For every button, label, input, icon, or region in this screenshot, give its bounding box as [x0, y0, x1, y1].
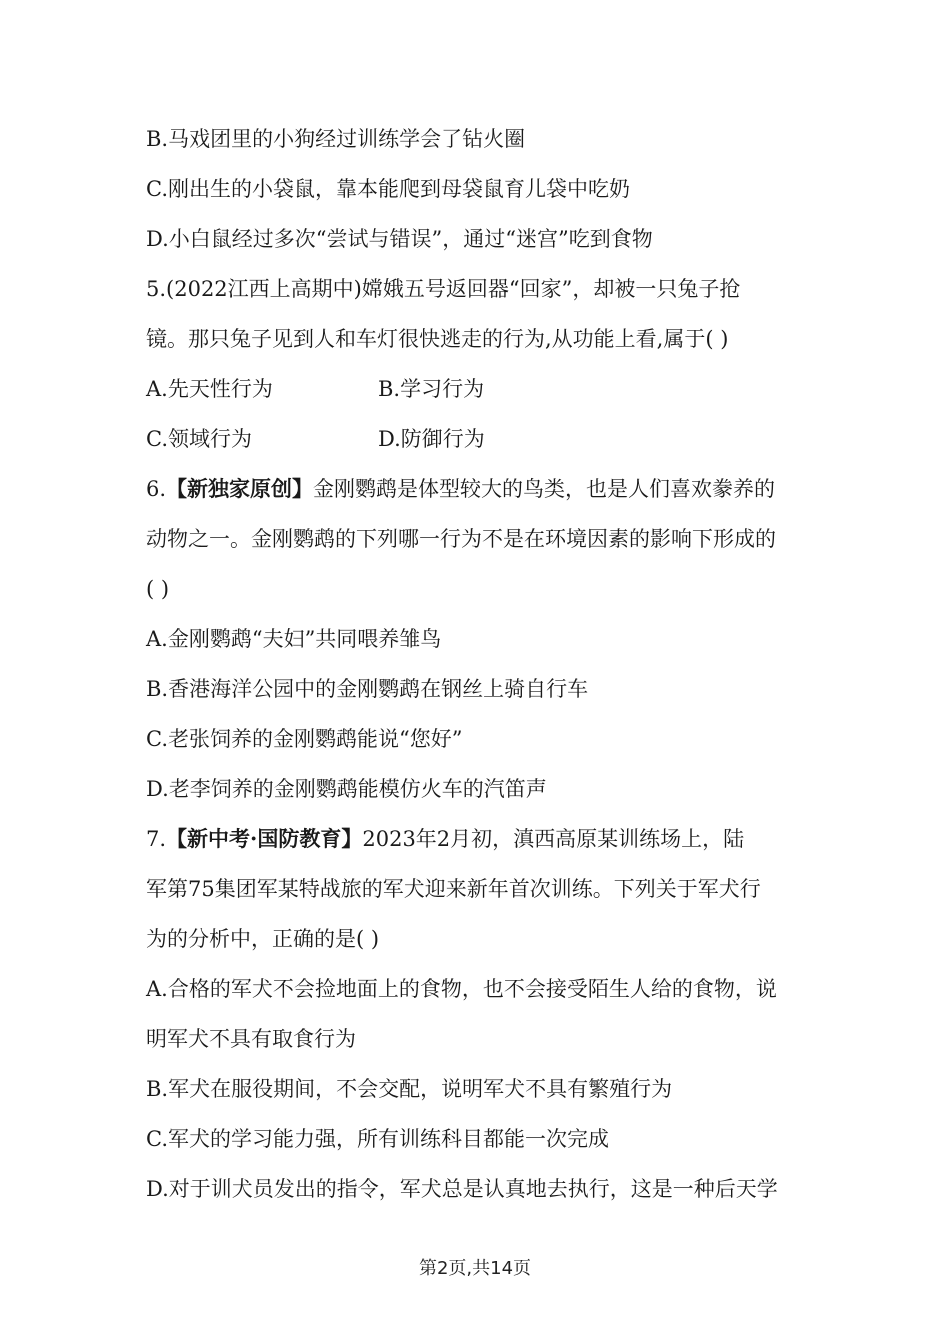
q7-stem-line2: 军第75集团军某特战旅的军犬迎来新年首次训练。下列关于军犬行 [146, 877, 761, 901]
q7-option-b: B.军犬在服役期间，不会交配，说明军犬不具有繁殖行为 [146, 1077, 673, 1101]
q7-tag: 【新中考·国防教育】 [166, 826, 363, 851]
q7-stem-text: 2023年2月初，滇西高原某训练场上，陆 [362, 827, 745, 851]
q7-option-a-line2: 明军犬不具有取食行为 [146, 1027, 356, 1051]
q6-option-a: A.金刚鹦鹉“夫妇”共同喂养雏鸟 [146, 627, 442, 651]
q6-stem-text: 金刚鹦鹉是体型较大的鸟类，也是人们喜欢豢养的 [313, 477, 776, 501]
q5-stem-line2: 镜。那只兔子见到人和车灯很快逃走的行为,从功能上看,属于( ) [146, 327, 729, 351]
q7-number: 7. [146, 827, 167, 851]
q4-option-b: B.马戏团里的小狗经过训练学会了钻火圈 [146, 127, 526, 151]
q5-option-d: D.防御行为 [378, 427, 485, 451]
q4-option-c: C.刚出生的小袋鼠，靠本能爬到母袋鼠育儿袋中吃奶 [146, 177, 630, 201]
page-number: 第2页,共14页 [418, 1258, 532, 1279]
q6-option-c: C.老张饲养的金刚鹦鹉能说“您好” [146, 727, 463, 751]
q6-option-b: B.香港海洋公园中的金刚鹦鹉在钢丝上骑自行车 [146, 677, 589, 701]
q6-tag: 【新独家原创】 [166, 476, 314, 501]
q7-option-d: D.对于训犬员发出的指令，军犬总是认真地去执行，这是一种后天学 [146, 1177, 778, 1201]
q4-option-d: D.小白鼠经过多次“尝试与错误”，通过“迷宫”吃到食物 [146, 227, 653, 251]
q6-stem-line1 [146, 474, 775, 504]
q7-stem-line3: 为的分析中，正确的是( ) [146, 927, 380, 951]
q5-option-a: A.先天性行为 [146, 377, 273, 401]
q7-option-c: C.军犬的学习能力强，所有训练科目都能一次完成 [146, 1127, 609, 1151]
q5-option-b: B.学习行为 [378, 377, 485, 401]
q6-option-d: D.老李饲养的金刚鹦鹉能模仿火车的汽笛声 [146, 777, 547, 801]
q5-option-c: C.领域行为 [146, 427, 252, 451]
q5-stem-line1: 5.(2022江西上高期中)嫦娥五号返回器“回家”，却被一只兔子抢 [146, 277, 741, 301]
q6-stem-line2: 动物之一。金刚鹦鹉的下列哪一行为不是在环境因素的影响下形成的 [146, 527, 776, 551]
q6-stem-line3: ( ) [146, 577, 170, 601]
q7-stem-line1 [146, 824, 744, 854]
q6-number: 6. [146, 477, 167, 501]
q7-option-a-line1: A.合格的军犬不会捡地面上的食物，也不会接受陌生人给的食物，说 [146, 977, 777, 1001]
